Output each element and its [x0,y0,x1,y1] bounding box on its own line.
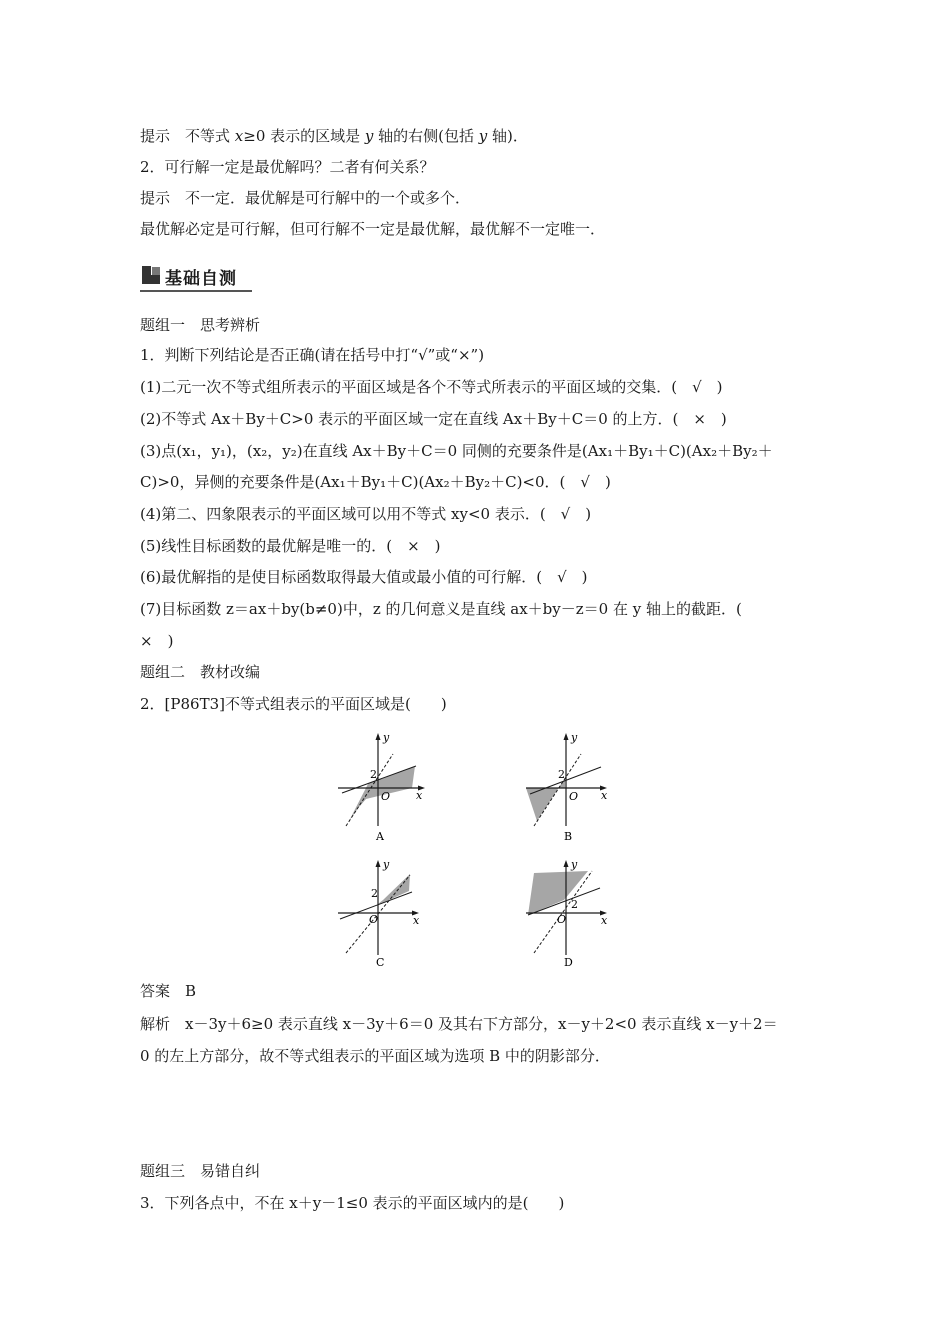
statement-7b: × ) [140,632,174,650]
option-c-label: C [376,956,385,969]
statement-3a: (3)点(x₁，y₁)，(x₂，y₂)在直线 Ax＋By＋C＝0 同侧的充要条件是(Ax₁＋By₁＋C)(Ax₂＋By₂＋ [140,442,773,460]
x-axis-label: x [413,914,420,927]
hint-line-3: 最优解必定是可行解，但可行解不一定是最优解，最优解不一定唯一． [140,220,606,238]
question-3: 3．下列各点中，不在 x＋y－1≤0 表示的平面区域内的是( ) [140,1194,565,1212]
statement-4: (4)第二、四象限表示的平面区域可以用不等式 xy<0 表示．( √ ) [140,505,592,523]
statement-1: (1)二元一次不等式组所表示的平面区域是各个不等式所表示的平面区域的交集．( √ ) [140,378,723,396]
intercept-label: 2 [558,768,565,781]
section-block-icon [142,266,160,284]
y-axis-label: y [571,858,578,871]
statement-2: (2)不等式 Ax＋By＋C>0 表示的平面区域一定在直线 Ax＋By＋C＝0 的上方．( × ) [140,410,727,428]
y-axis-label: y [571,731,578,744]
section-title: 基础自测 [165,269,237,289]
x-axis-label: x [601,789,608,802]
x-axis-label: x [416,789,423,802]
question-1: 1．判断下列结论是否正确(请在括号中打“√”或“×”) [140,346,485,364]
group3-title: 题组三 易错自纠 [140,1162,261,1180]
origin-label: O [381,790,391,803]
statement-5: (5)线性目标函数的最优解是唯一的．( × ) [140,537,441,555]
origin-label: O [569,790,579,803]
statement-7a: (7)目标函数 z＝ax＋by(b≠0)中，z 的几何意义是直线 ax＋by－z＝0 在 y 轴上的截距．( [140,600,742,618]
section-heading [140,262,252,294]
answer-line: 答案 B [140,982,197,1000]
option-d-label: D [564,956,573,969]
option-d-figure [518,855,618,970]
question-2: 2．[P86T3]不等式组表示的平面区域是( ) [140,695,447,713]
group1-title: 题组一 思考辨析 [140,316,261,334]
hint-line-2: 提示 不一定．最优解是可行解中的一个或多个． [140,189,471,207]
x-axis-label: x [601,914,608,927]
y-axis-label: y [383,858,390,871]
origin-label: O [557,913,567,926]
intercept-label: 2 [370,768,377,781]
option-a-label: A [376,830,384,843]
intercept-label: 2 [371,887,378,900]
option-a-figure [330,728,430,843]
analysis-line-2: 0 的左上方部分，故不等式组表示的平面区域为选项 B 中的阴影部分． [140,1047,610,1065]
option-c-figure [330,855,430,970]
section-underline [140,290,252,292]
hint-line-1: 提示 不等式 x≥0 表示的区域是 y 轴的右侧(包括 y 轴)． [140,127,528,145]
option-b-label: B [564,830,573,843]
analysis-line-1: 解析 x－3y＋6≥0 表示直线 x－3y＋6＝0 及其右下方部分，x－y＋2<0 表示直线 x－y＋2＝ [140,1015,778,1033]
statement-3b: C)>0，异侧的充要条件是(Ax₁＋By₁＋C)(Ax₂＋By₂＋C)<0．( √ ) [140,473,611,491]
group2-title: 题组二 教材改编 [140,663,261,681]
question-2-intro: 2．可行解一定是最优解吗？二者有何关系？ [140,158,435,176]
option-b-figure [518,728,618,843]
origin-label: O [369,913,379,926]
statement-6: (6)最优解指的是使目标函数取得最大值或最小值的可行解．( √ ) [140,568,588,586]
intercept-label: 2 [571,898,578,911]
y-axis-label: y [383,731,390,744]
